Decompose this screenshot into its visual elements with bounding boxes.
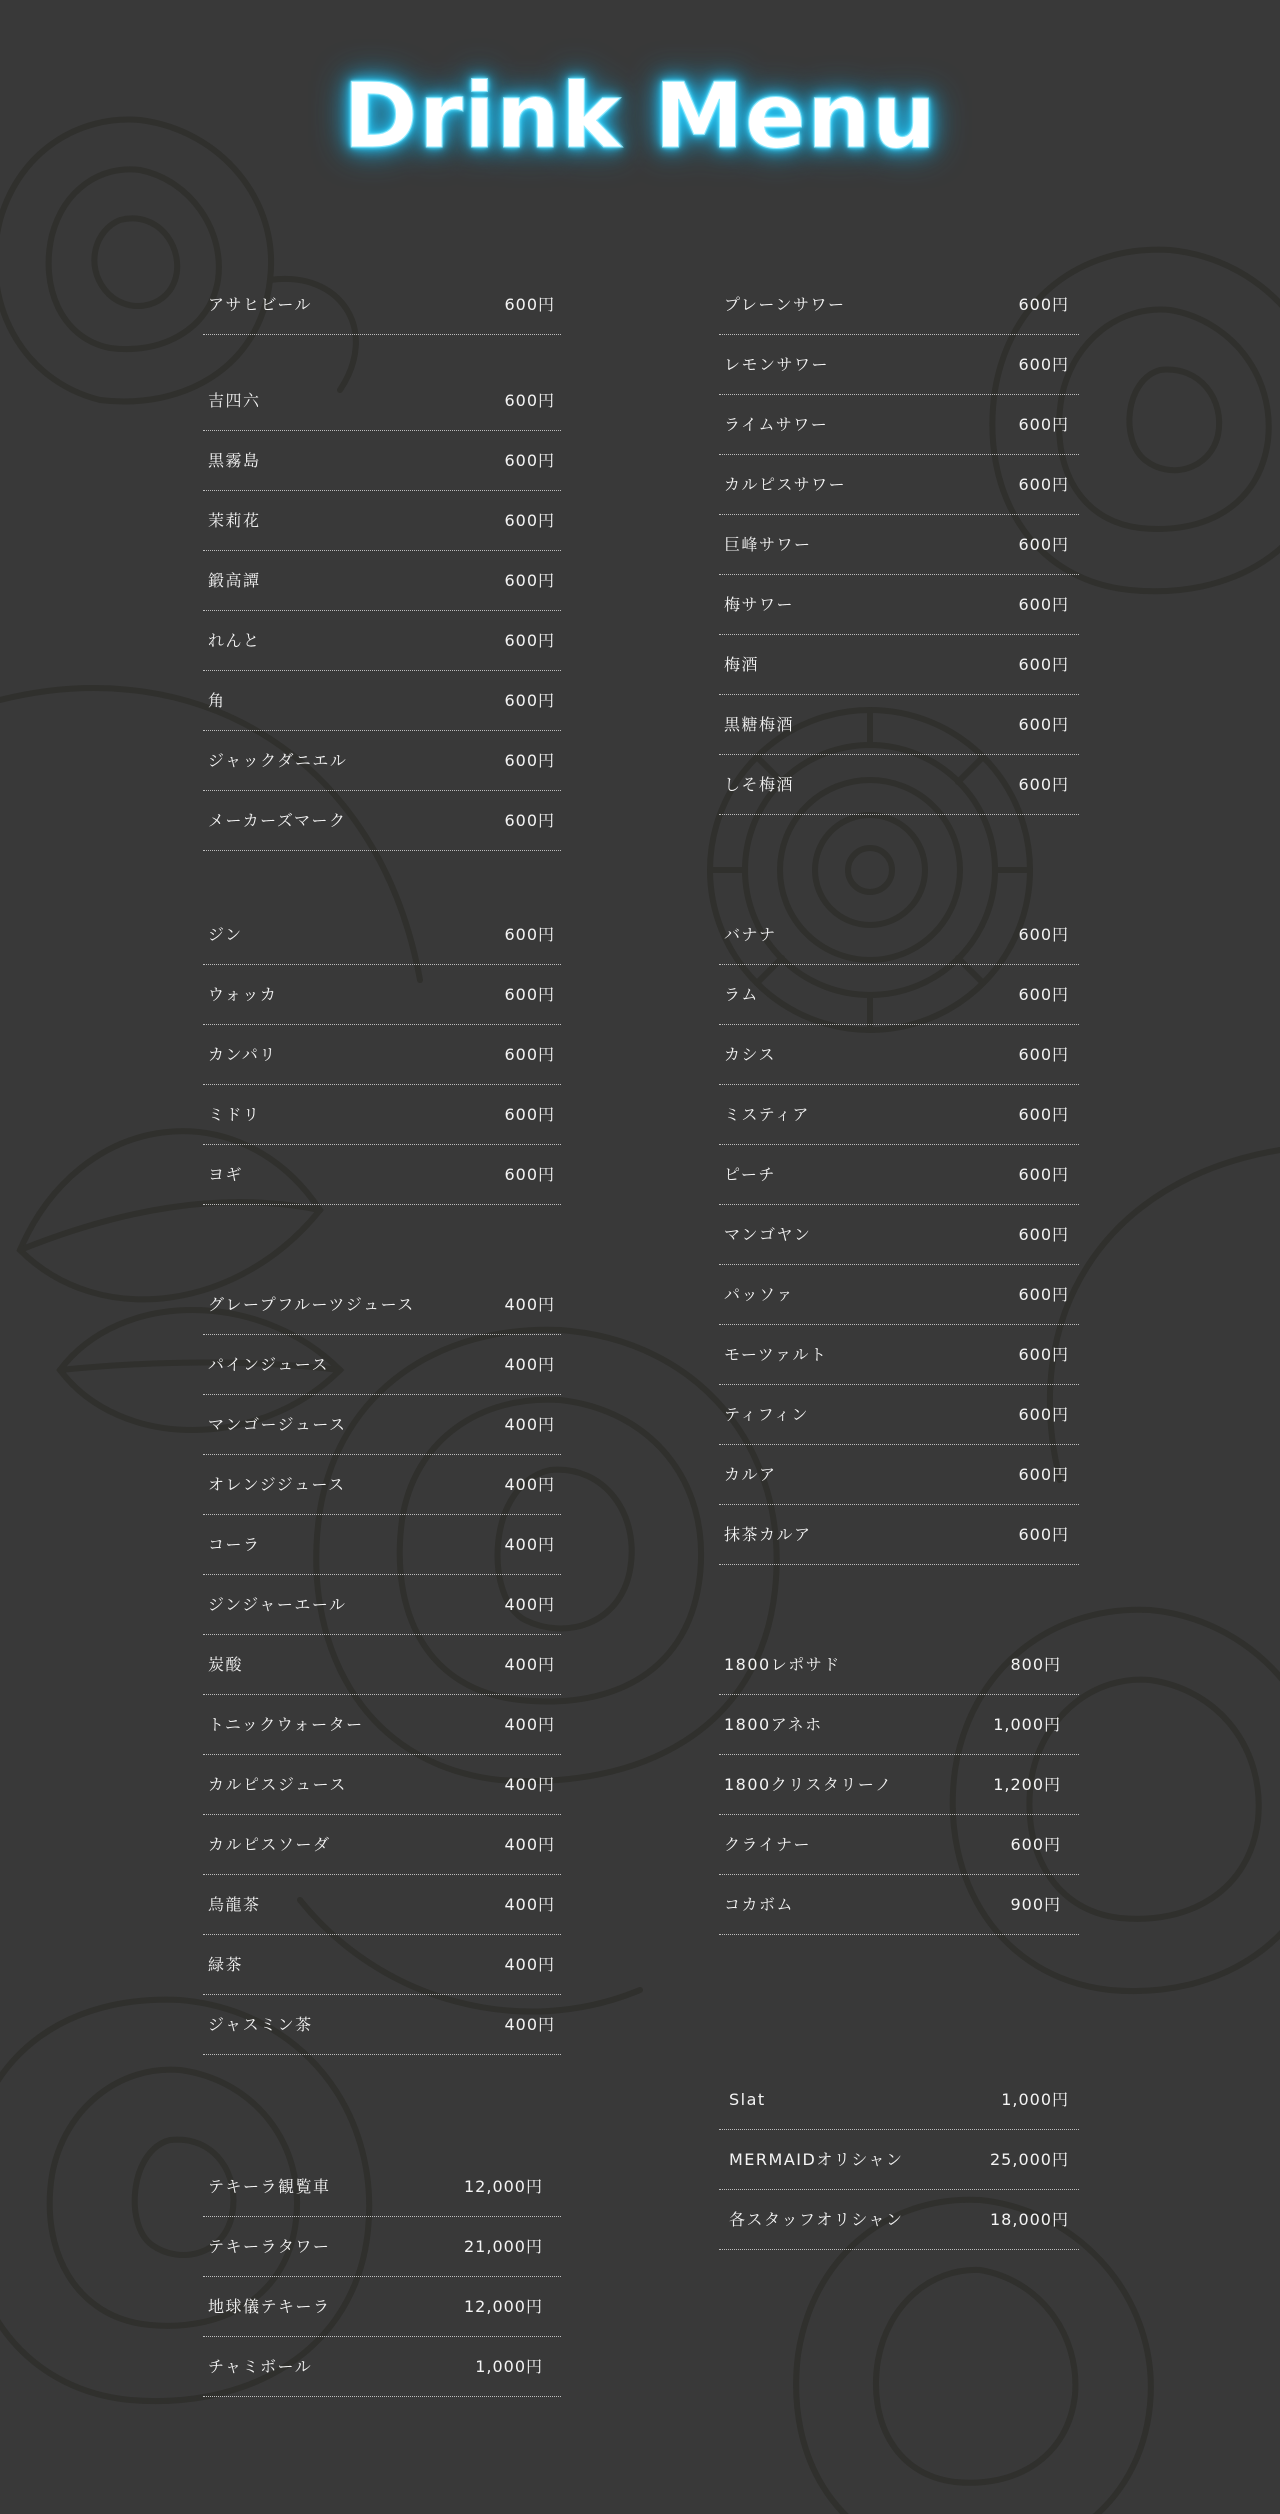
item-price: 1,000円: [475, 2357, 543, 2376]
item-price: 600円: [1018, 415, 1069, 434]
item-price: 1,000円: [993, 1715, 1061, 1734]
item-price: 600円: [1018, 985, 1069, 1004]
menu-item: [203, 2217, 561, 2277]
item-price: 600円: [1010, 1835, 1061, 1854]
item-name: グレープフルーツジュース: [208, 1295, 415, 1314]
item-price: 600円: [504, 985, 555, 1004]
item-price: 12,000円: [464, 2177, 543, 2196]
menu-item: [719, 1445, 1079, 1505]
item-price: 400円: [504, 1895, 555, 1914]
menu-item: [203, 1695, 561, 1755]
item-name: アサヒビール: [208, 295, 313, 314]
item-name: 吉四六: [208, 391, 261, 410]
menu-item: [203, 1875, 561, 1935]
item-name: 1800クリスタリーノ: [724, 1775, 893, 1794]
menu-item: [719, 905, 1079, 965]
title-text: Drink Menu: [343, 64, 937, 169]
item-name: Slat: [729, 2090, 766, 2109]
menu-item: [719, 695, 1079, 755]
item-name: 1800レポサド: [724, 1655, 841, 1674]
menu-item: [203, 671, 561, 731]
menu-item: [203, 2337, 561, 2397]
item-name: ティフィン: [724, 1405, 809, 1424]
item-price: 600円: [504, 1105, 555, 1124]
item-name: れんと: [208, 631, 261, 650]
menu-item: [203, 731, 561, 791]
item-name: マンゴヤン: [724, 1225, 812, 1244]
menu-item: [719, 1695, 1079, 1755]
item-price: 400円: [504, 1415, 555, 1434]
item-name: ミスティア: [724, 1105, 810, 1124]
item-price: 400円: [504, 1595, 555, 1614]
item-price: 600円: [1018, 1405, 1069, 1424]
item-name: カシス: [724, 1045, 777, 1064]
item-name: カルア: [724, 1465, 777, 1484]
item-name: テキーラタワー: [208, 2237, 331, 2256]
item-price: 25,000円: [990, 2150, 1069, 2169]
item-name: バナナ: [724, 925, 777, 944]
menu-title: [0, 62, 1280, 172]
item-name: カルピスサワー: [724, 475, 847, 494]
item-name: パインジュース: [208, 1355, 329, 1374]
item-price: 600円: [504, 295, 555, 314]
menu-item: [203, 1025, 561, 1085]
item-price: 600円: [1018, 1525, 1069, 1544]
item-price: 600円: [1018, 1285, 1069, 1304]
item-name: 巨峰サワー: [724, 535, 812, 554]
item-price: 600円: [1018, 475, 1069, 494]
menu-item: [719, 965, 1079, 1025]
item-price: 400円: [504, 1775, 555, 1794]
menu-item: [203, 1635, 561, 1695]
item-price: 600円: [1018, 595, 1069, 614]
menu-item: [203, 275, 561, 335]
item-name: トニックウォーター: [208, 1715, 364, 1734]
menu-item: [203, 371, 561, 431]
item-name: 黒霧島: [208, 451, 261, 470]
item-price: 600円: [504, 925, 555, 944]
menu-item: [203, 1575, 561, 1635]
item-name: ジャスミン茶: [208, 2015, 313, 2034]
item-name: テキーラ観覧車: [208, 2177, 331, 2196]
item-name: レモンサワー: [724, 355, 830, 374]
menu-item: [203, 1085, 561, 1145]
menu-item: [203, 1935, 561, 1995]
tequila-group: [203, 2157, 561, 2397]
menu-item: [719, 1145, 1079, 1205]
item-name: 炭酸: [208, 1655, 244, 1674]
spirits-group: [203, 905, 561, 1205]
item-name: MERMAIDオリシャン: [729, 2150, 904, 2169]
menu-item: [719, 755, 1079, 815]
menu-item: [203, 551, 561, 611]
item-price: 400円: [504, 1475, 555, 1494]
item-name: オレンジジュース: [208, 1475, 346, 1494]
item-price: 400円: [504, 1715, 555, 1734]
item-price: 600円: [1018, 715, 1069, 734]
menu-item: [203, 1815, 561, 1875]
item-name: ラム: [724, 985, 759, 1004]
item-price: 600円: [504, 811, 555, 830]
item-name: 緑茶: [208, 1955, 244, 1974]
item-name: プレーンサワー: [724, 295, 846, 314]
item-price: 600円: [1018, 1345, 1069, 1364]
item-price: 600円: [1018, 295, 1069, 314]
menu-item: [719, 1325, 1079, 1385]
item-name: コカボム: [724, 1895, 795, 1914]
menu-item: [719, 575, 1079, 635]
item-price: 600円: [504, 1165, 555, 1184]
item-name: ピーチ: [724, 1165, 776, 1184]
menu-item: [719, 1025, 1079, 1085]
item-name: 鍛高譚: [208, 571, 261, 590]
menu-item: [719, 2130, 1079, 2190]
item-price: 800円: [1010, 1655, 1061, 1674]
item-name: クライナー: [724, 1835, 812, 1854]
item-price: 600円: [504, 511, 555, 530]
shochu-whisky-group: [203, 371, 561, 851]
item-price: 21,000円: [464, 2237, 543, 2256]
item-price: 600円: [504, 571, 555, 590]
item-name: ミドリ: [208, 1105, 261, 1124]
sours-group: [719, 275, 1079, 815]
menu-item: [203, 2157, 561, 2217]
item-price: 600円: [1018, 655, 1069, 674]
item-price: 600円: [1018, 1225, 1069, 1244]
menu-item: [719, 1755, 1079, 1815]
menu-item: [719, 1875, 1079, 1935]
item-price: 600円: [504, 391, 555, 410]
menu-item: [203, 2277, 561, 2337]
item-name: チャミボール: [208, 2357, 313, 2376]
item-price: 600円: [504, 751, 555, 770]
menu-item: [203, 611, 561, 671]
menu-item: [719, 455, 1079, 515]
item-name: ジンジャーエール: [208, 1595, 347, 1614]
item-price: 600円: [1018, 355, 1069, 374]
menu-item: [203, 1145, 561, 1205]
champagne-group: [719, 2070, 1079, 2250]
item-name: モーツァルト: [724, 1345, 828, 1364]
menu-item: [719, 275, 1079, 335]
item-price: 600円: [1018, 925, 1069, 944]
item-price: 400円: [504, 1955, 555, 1974]
menu-item: [719, 1085, 1079, 1145]
item-price: 400円: [504, 2015, 555, 2034]
item-price: 600円: [504, 631, 555, 650]
item-name: 黒糖梅酒: [724, 715, 795, 734]
item-price: 600円: [504, 1045, 555, 1064]
menu-item: [719, 1815, 1079, 1875]
menu-item: [203, 1275, 561, 1335]
menu-item: [203, 1995, 561, 2055]
menu-item: [719, 1505, 1079, 1565]
item-price: 600円: [504, 691, 555, 710]
item-price: 400円: [504, 1295, 555, 1314]
item-name: しそ梅酒: [724, 775, 795, 794]
menu-item: [719, 2190, 1079, 2250]
menu-item: [719, 335, 1079, 395]
item-name: ジン: [208, 925, 243, 944]
menu-item: [719, 1385, 1079, 1445]
item-name: 梅サワー: [724, 595, 795, 614]
item-price: 12,000円: [464, 2297, 543, 2316]
item-name: 各スタッフオリシャン: [729, 2210, 904, 2229]
menu-item: [203, 431, 561, 491]
item-name: ヨギ: [208, 1165, 244, 1184]
item-price: 400円: [504, 1535, 555, 1554]
item-price: 18,000円: [990, 2210, 1069, 2229]
menu-item: [719, 515, 1079, 575]
menu-item: [203, 905, 561, 965]
item-name: 烏龍茶: [208, 1895, 261, 1914]
item-price: 1,200円: [993, 1775, 1061, 1794]
item-price: 600円: [1018, 1105, 1069, 1124]
item-name: パッソァ: [724, 1285, 794, 1304]
menu-item: [719, 635, 1079, 695]
item-price: 600円: [1018, 775, 1069, 794]
item-price: 600円: [1018, 1045, 1069, 1064]
menu-item: [203, 1455, 561, 1515]
item-price: 600円: [504, 451, 555, 470]
tequila-shots-group: [719, 1635, 1079, 1935]
menu-item: [203, 965, 561, 1025]
item-price: 1,000円: [1001, 2090, 1069, 2109]
item-name: カンパリ: [208, 1045, 277, 1064]
menu-item: [719, 395, 1079, 455]
menu-item: [203, 791, 561, 851]
item-price: 900円: [1010, 1895, 1061, 1914]
item-name: 1800アネホ: [724, 1715, 823, 1734]
item-name: カルピスソーダ: [208, 1835, 331, 1854]
beer-group: [203, 275, 561, 335]
menu-item: [719, 1205, 1079, 1265]
item-name: 角: [208, 691, 226, 710]
menu-item: [203, 1395, 561, 1455]
liqueurs-group: [719, 905, 1079, 1565]
menu-item: [203, 1335, 561, 1395]
menu-item: [719, 1635, 1079, 1695]
menu-item: [203, 1515, 561, 1575]
item-name: 茉莉花: [208, 511, 261, 530]
item-name: 地球儀テキーラ: [208, 2297, 331, 2316]
item-name: コーラ: [208, 1535, 261, 1554]
soft-drinks-group: [203, 1275, 561, 2055]
item-price: 400円: [504, 1655, 555, 1674]
item-price: 600円: [1018, 1465, 1069, 1484]
item-name: ライムサワー: [724, 415, 829, 434]
menu-item: [203, 491, 561, 551]
item-name: マンゴージュース: [208, 1415, 347, 1434]
item-name: 抹茶カルア: [724, 1525, 812, 1544]
item-name: 梅酒: [724, 655, 760, 674]
menu-item: [719, 1265, 1079, 1325]
item-name: カルピスジュース: [208, 1775, 347, 1794]
item-price: 400円: [504, 1355, 555, 1374]
item-name: ジャックダニエル: [208, 751, 348, 770]
item-price: 400円: [504, 1835, 555, 1854]
item-price: 600円: [1018, 1165, 1069, 1184]
item-name: ウォッカ: [208, 985, 278, 1004]
item-price: 600円: [1018, 535, 1069, 554]
menu-item: [719, 2070, 1079, 2130]
menu-item: [203, 1755, 561, 1815]
item-name: メーカーズマーク: [208, 811, 347, 830]
